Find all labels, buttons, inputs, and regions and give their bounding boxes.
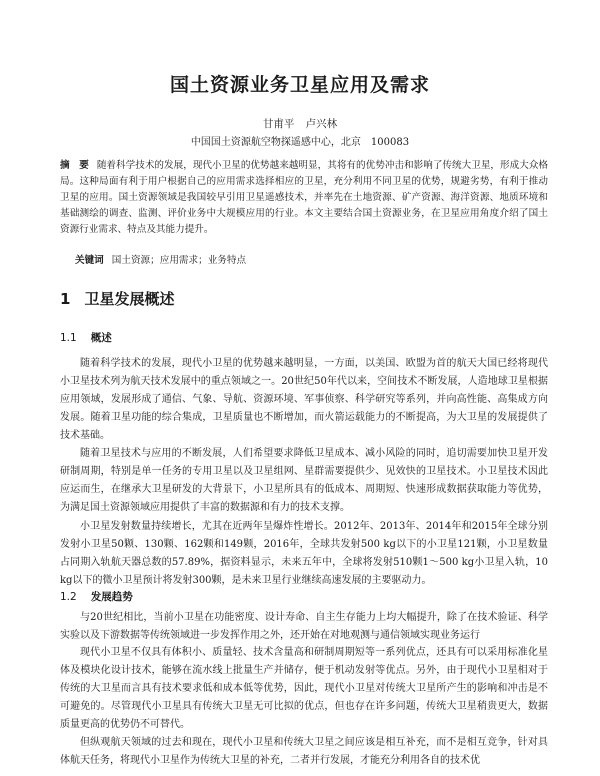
section-number: 1 bbox=[60, 290, 71, 308]
body-paragraph: 小卫星发射数量持续增长，尤其在近两年呈爆炸性增长。2012年、2013年、2014年和2015年全球分别发射小卫星50颗、130颗、162颗和149颗，2016年，全球共发射500 kg以下的小卫星121颗，小卫星数量占同期入轨航天器总数的57.89%，据资料显示，未来五年中，全球将发射510颗1～500 kg小卫星入轨，10 kg以下的微小卫星预计将发射300颗，是未来卫星行业继续高速发展的主要驱动力。 bbox=[60, 521, 548, 586]
author-name: 卢兴林 bbox=[305, 118, 338, 130]
abstract bbox=[60, 158, 548, 238]
paper-authors bbox=[0, 116, 600, 131]
author-name: 甘甫平 bbox=[262, 118, 295, 130]
body-paragraph: 但纵观航天领域的过去和现在，现代小卫星和传统大卫星之间应该是相互补充，而不是相互竞争，针对具体航天任务，将现代小卫星作为传统大卫星的补充，二者并行发展，才能充分利用各自的技术优 bbox=[60, 737, 548, 766]
keywords-label: 关键词 bbox=[75, 255, 104, 266]
subsection-heading bbox=[60, 330, 112, 345]
body-paragraph: 现代小卫星不仅具有体积小、质量轻、技术含量高和研制周期短等一系列优点，还具有可以采用标准化星体及模块化设计技术，能够在流水线上批量生产并储存，便于机动发射等优点。另外，由于现代小卫星相对于传统的大卫星而言具有技术要求低和成本低等优势，因此，现代小卫星对传统大卫星所产生的影响和冲击是不可避免的。尽管现代小卫星具有传统大卫星无可比拟的优点，但也存在许多问题，传统大卫星稍贵更大，数据质量更高的优势仍不可替代。 bbox=[60, 647, 548, 730]
subsection-heading bbox=[60, 589, 133, 604]
subsection-title: 概述 bbox=[90, 332, 112, 344]
subsection-number: 1.2 bbox=[60, 591, 77, 603]
keywords bbox=[75, 253, 545, 269]
subsection-number: 1.1 bbox=[60, 332, 77, 344]
body-paragraph: 与20世纪相比，当前小卫星在功能密度、设计寿命、自主生存能力上均大幅提升，除了在技术验证、科学实验以及下游数据等传统领域进一步发挥作用之外，还开始在对地观测与通信领域实现业务运行 bbox=[60, 612, 548, 641]
abstract-label: 摘 要 bbox=[60, 160, 89, 171]
section-heading bbox=[60, 288, 174, 309]
keywords-text: 国土资源；应用需求；业务特点 bbox=[111, 255, 247, 266]
section-title: 卫星发展概述 bbox=[84, 290, 175, 308]
body-paragraph: 随着科学技术的发展，现代小卫星的优势越来越明显，一方面，以美国、欧盟为首的航天大国已经将现代小卫星技术列为航天技术发展中的重点领域之一。20世纪50年代以来，空间技术不断发展，人造地球卫星根据应用领域，发展形成了通信、气象、导航、资源环境、军事侦察、科学研究等系列，并向高性能、高集成方向发展。随着卫星功能的综合集成，卫星质量也不断增加，而火箭运载能力的不断提高，为大卫星的发展提供了技术基础。 bbox=[60, 358, 548, 441]
body-paragraph: 随着卫星技术与应用的不断发展，人们希望要求降低卫星成本、减小风险的同时，追切需要加快卫星开发研制周期，特别是单一任务的专用卫星以及卫星组网、星群需要提供少、见效快的卫星技术。小卫星技术因此应运而生，在继承大卫星研发的大背景下，小卫星所具有的低成本、周期短、快速形成数据获取能力等优势，为满足国土资源领域应用提供了丰富的数据源和有力的技术支撑。 bbox=[60, 448, 548, 513]
author-affiliation: 中国国土资源航空物探遥感中心，北京 100083 bbox=[190, 137, 410, 148]
paper-title: 国土资源业务卫星应用及需求 bbox=[169, 74, 430, 96]
subsection-title: 发展趋势 bbox=[90, 591, 133, 603]
abstract-text: 随着科学技术的发展，现代小卫星的优势越来越明显，其将有的优势冲击和影响了传统大卫星，形成大众格局。这种局面有利于用户根据自己的应用需求选择相应的卫星，充分利用不同卫星的优势，规避劣势，有利于推动卫星的应用。国土资源领域是我国较早引用卫星遥感技术，并率先在土地资源、矿产资源、海洋资源、地质环境和基础测绘的调查、监测、评价业务中大规模应用的行业。本文主要结合国土资源业务，在卫星应用角度介绍了国土资源行业需求、特点及其能力提升。 bbox=[60, 160, 549, 235]
